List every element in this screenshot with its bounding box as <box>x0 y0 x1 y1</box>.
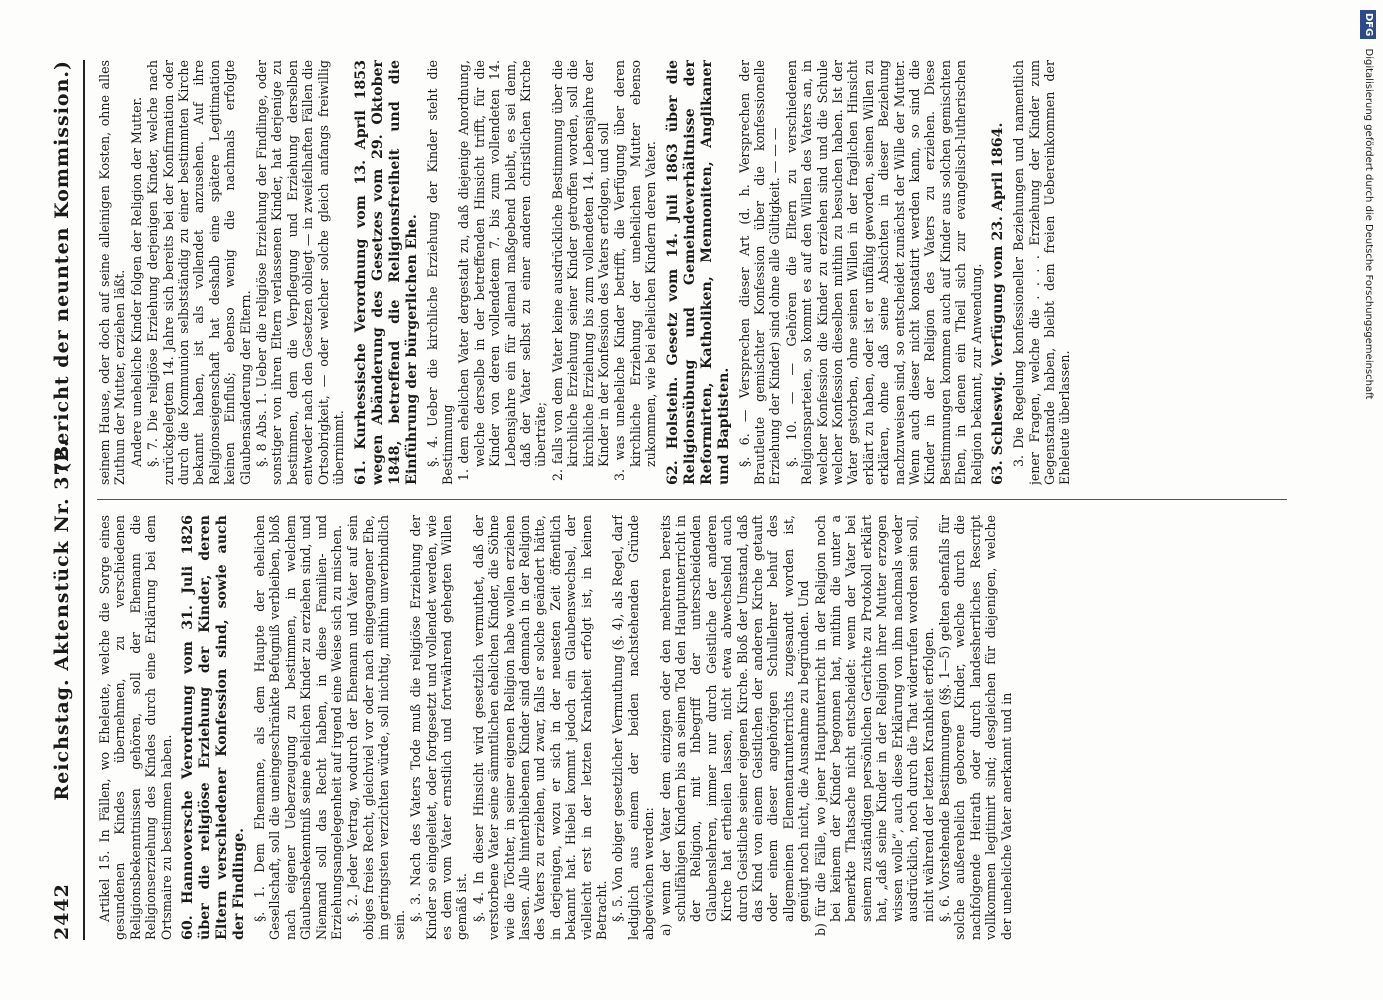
page-number: 2442 <box>51 883 73 940</box>
header-right: (Bericht der neunten Kommission.) <box>51 60 73 472</box>
column-divider <box>97 499 1287 500</box>
paragraph: §. 4. Ueber die kirchliche Erziehung der Kinder steht die Bestimmung <box>424 60 455 485</box>
paragraph: 3. Die Regelung konfessioneller Beziehungen und namentlich jener Fragen, welche die . . . . Erziehung der Kinder zum Gegenstande haben, bleibt dem freien Uebereinkommen der Eheleute überlassen. <box>1011 60 1073 485</box>
paragraph: Andere uneheliche Kinder folgen der Religion der Mutter. <box>128 96 144 467</box>
section-heading: 60. Hannoversche Verordnung vom 31. Juli 1826 über die religiöse Erziehung der Kinder, deren Eltern verschiedener Konfession sind, sowie auch der Findlinge. <box>180 515 248 940</box>
dfg-logo: DFG <box>1360 10 1376 39</box>
paragraph: §. 5. Von obiger gesetzlicher Vermuthung (§. 4), als Regel, darf lediglich aus einem der beiden nachstehenden Gründe abgewichen werden: <box>610 515 657 940</box>
paragraph: §. 3. Nach des Vaters Tode muß die religiöse Erziehung der Kinder so eingeleitet, oder fortgesetzt und vollendet werden, wie es dem vom Vater ernstlich und fortwährend gehegten Willen gemäß ist. <box>408 515 470 940</box>
funding-note: Digitalisierung gefördert durch die Deutsche Forschungsgemeinschaft <box>1363 48 1374 400</box>
running-header <box>45 60 81 940</box>
section-heading: 61. Kurhessische Verordnung vom 13. April 1853 wegen Abänderung des Gesetzes vom 29. Oktober 1848, betreffend die Religionsfreiheit und die Einführung der bürgerlichen Ehe. <box>352 60 420 485</box>
list-paragraph: b) für die Fälle, wo jener Hauptunterricht in der Religion noch bei keinem der Kinder begonnen hat, mithin die unter a bemerkte Thatsache nicht entscheidet: wenn der Vater bei seinem zuständigen persönlichen Gerichte zu Protokoll erklärt hat, „daß seine Kinder in der Religion ihrer Mutter erzogen wissen wolle“, auch diese Erklärung von ihm nachmals weder ausdrücklich, noch durch die That widerrufen worden sein soll, nicht während der letzten Krankheit erfolgen. <box>812 515 936 936</box>
left-column <box>97 515 1297 940</box>
paragraph: §. 4. In dieser Hinsicht wird gesetzlich vermuthet, daß der verstorbene Vater seine sämmtlichen ehelichen Kinder, die Söhne wie die Töchter, in seiner eigenen Religion habe wollen erziehen lassen. Alle hinterbliebenen Kinder sind demnach in der Religion des Vaters zu erziehen, und zwar, falls er solche geändert hätte, in derjenigen, wozu er sich in der neuesten Zeit öffentlich bekannt hat. Hiebei kommt jedoch ein Glaubenswechsel, der vielleicht erst in der letzten Krankheit erfolgt ist, in keinen Betracht. <box>470 515 609 940</box>
paragraph: §. 6. Vorstehende Bestimmungen (§§. 1—5) gelten ebenfalls für solche außerehelich geborene Kinder, welche durch die nachfolgende Heirath oder durch landesherrliches Rescript vollkommen legitimirt sind; desgleichen für diejenigen, welche der uneheliche Vater anerkannt und in <box>936 515 1014 940</box>
paragraph: §. 10. — — Gehören die Eltern zu verschiedenen Religionsparteien, so kommt es auf den Willen des Vaters an, in welcher Konfession die Kinder zu erziehen sind und die Schule welcher Konfession dieselben mithin zu besuchen haben. Ist der Vater gestorben, ohne seinen Willen in der fraglichen Hinsicht erklärt zu haben, oder ist er unfähig geworden, seinen Willen zu erklären, ohne daß seine Absichten in dieser Beziehung nachzuweisen sind, so entscheidet zunächst der Wille der Mutter. Wenn auch dieser nicht konstatirt werden kann, so sind die Kinder in der Religion des Vaters zu erziehen. Diese Bestimmungen kommen auch auf Kinder aus solchen gemischten Ehen, in denen ein Theil sich zur evangelisch-lutherischen Religion bekannt, zur Anwendung. <box>783 60 984 485</box>
paragraph: §. 6. — Versprechen dieser Art (d. h. Versprechen der Brautleute gemischter Konfession über die konfessionelle Erziehung der Kinder) sind ohne alle Gültigkeit. — — — <box>736 60 783 485</box>
paragraph: §. 8 Abs. 1. Ueber die religiöse Erziehung der Findlinge, oder sonstiger von ihren Eltern verlassenen Kinder, hat derjenige zu bestimmen, dem die Verpflegung und Erziehung derselben entweder nach den Gesetzen obliegt — in zweifelhaften Fällen die Ortsobrigkeit, — oder welcher solche gleich anfangs freiwillig übernimmt. <box>254 60 347 485</box>
paragraph: §. 1. Dem Ehemanne, als dem Haupte der ehelichen Gesellschaft, soll die uneingeschränkte Befugniß verbleiben, bloß nach eigener Ueberzeugung zu bestimmen, in welchem Glaubensbekenntniß seine ehelichen Kinder zu erziehen sind, und Niemand soll das Recht haben, in diese Familien- und Erziehungsangelegenheit auf irgend eine Weise sich zu mischen. <box>252 515 345 940</box>
rotated-newspaper-sheet <box>45 60 1305 940</box>
list-paragraph: 3. was uneheliche Kinder betrifft, die Verfügung über deren kirchliche Erziehung der unehelichen Mutter ebenso zukommen, wie bei ehelichen Kindern deren Vater. <box>612 60 659 481</box>
paragraph: seinem Hause, oder doch auf seine alleinigen Kosten, ohne alles Zuthun der Mutter, erziehen läßt. <box>97 60 128 485</box>
header-rule <box>83 60 85 940</box>
list-paragraph: 2. falls von dem Vater keine ausdrückliche Bestimmung über die kirchliche Erziehung seiner Kinder getroffen worden, soll die kirchliche Erziehung bis zum vollendeten 14. Lebensjahre der Kinder in der Konfession des Vaters erfolgen, und soll <box>549 60 611 481</box>
paragraph: §. 2. Jeder Vertrag, wodurch der Ehemann und Vater auf sein obiges freies Recht, gleichviel vor oder nach eingegangener Ehe, im geringsten verzichten würde, soll nichtig, mithin unverbindlich sein. <box>345 515 407 940</box>
header-title: Reichstag. Aktenstück Nr. 372. <box>51 439 73 801</box>
paragraph: §. 7. Die religiöse Erziehung derjenigen Kinder, welche nach zurückgelegtem 14. Jahre sich bereits bei der Konfirmation oder durch die Kommunion selbstständig zu einer bestimmten Kirche bekannt haben, ist als vollendet anzusehen. Auf ihre Religionseigenschaft hat deshalb eine spätere Legitimation keinen Einfluß; ebenso wenig die nachmals erfolgte Glaubensänderung der Eltern. <box>145 60 253 485</box>
section-heading: 63. Schleswig. Verfügung vom 23. April 1864. <box>990 122 1007 485</box>
section-heading: 62. Holstein. Gesetz vom 14. Juli 1863 über die Religionsübung und Gemeindeverhältnisse der Reformirten, Katholiken, Mennoniten, Anglikaner und Baptisten. <box>664 60 732 485</box>
funding-sidebar <box>1360 10 1376 990</box>
right-column <box>97 60 1297 485</box>
list-paragraph: 1. dem ehelichen Vater dergestalt zu, daß diejenige Anordnung, welche derselbe in der betreffenden Hinsicht trifft, für die Kinder von deren vollendetem 7. bis zum vollendeten 14. Lebensjahre ein für allemal maßgebend bleibt, es sei denn, daß der Vater selbst zu einer anderen christlichen Kirche überträte; <box>456 60 549 481</box>
list-paragraph: a) wenn der Vater dem einzigen oder den mehreren bereits schulfähigen Kindern bis an seinen Tod den Hauptunterricht in der Religion, mit Inbegriff der unterscheidenden Glaubenslehren, immer nur durch Geistliche der anderen Kirche hat ertheilen lassen, nicht etwa abwechselnd auch durch Geistliche seiner eigenen Kirche. Bloß der Umstand, daß das Kind von einem Geistlichen der anderen Kirche getauft oder einem dieser angehörigen Schullehrer behuf des allgemeinen Elementarunterrichts zugesandt worden ist, genügt noch nicht, die Ausnahme zu begründen. Und <box>657 515 812 936</box>
paragraph: Artikel 15. In Fällen, wo Eheleute, welche die Sorge eines gesundenen Kindes übernehmen, zu verschiedenen Religionsbekenntnissen gehören, soll der Ehemann die Religionserziehung des Kindes durch eine Erklärung bei dem Ortsmaire zu bestimmen haben. <box>97 515 174 940</box>
